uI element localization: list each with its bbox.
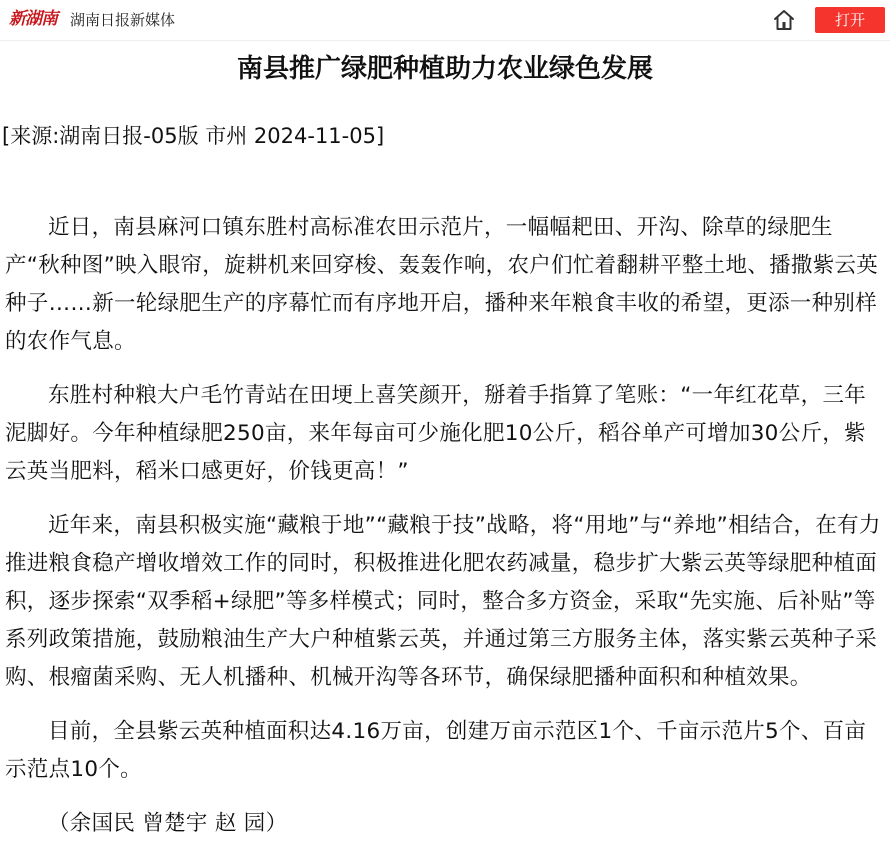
article-paragraph: 近年来，南县积极实施“藏粮于地”“藏粮于技”战略，将“用地”与“养地”相结合，在有力推进粮食稳产增收增效工作的同时，积极推进化肥农药减量，稳步扩大紫云英等绿肥种植面积，逐步探索“双季稻+绿肥”等多样模式；同时，整合多方资金，采取“先实施、后补贴”等系列政策措施，鼓励粮油生产大户种植紫云英，并通过第三方服务主体，落实紫云英种子采购、根瘤菌采购、无人机播种、机械开沟等各环节，确保绿肥播种面积和种植效果。 [5,513,881,690]
article-paragraph: 近日，南县麻河口镇东胜村高标准农田示范片，一幅幅耙田、开沟、除草的绿肥生产“秋种图”映入眼帘，旋耕机来回穿梭、轰轰作响，农户们忙着翻耕平整土地、播撒紫云英种子……新一轮绿肥生产的序幕忙而有序地开启，播种来年粮食丰收的希望，更添一种别样的农作气息。 [5,215,879,354]
home-button[interactable] [772,9,796,31]
home-icon [772,9,796,31]
brand-name: 湖南日报新媒体 [70,11,176,29]
logo[interactable]: 新湖南 [9,9,57,29]
article-title: 南县推广绿肥种植助力农业绿色发展 [236,54,653,84]
article-source: [来源:湖南日报-05版 市州 2024-11-05] [2,124,385,148]
article-byline: （余国民 曾楚宇 赵 园） [48,811,288,836]
open-app-button[interactable]: 打开 [815,7,885,33]
article-paragraph: 东胜村种粮大户毛竹青站在田埂上喜笑颜开，掰着手指算了笔账：“一年红花草，三年泥脚好。今年种植绿肥250亩，来年每亩可少施化肥10公斤，稻谷单产可增加30公斤，紫云英当肥料，稻米口感更好，价钱更高！” [5,383,867,484]
article-body [5,209,885,859]
top-bar [0,0,890,41]
article-paragraph: 目前，全县紫云英种植面积达4.16万亩，创建万亩示范区1个、千亩示范片5个、百亩示范点10个。 [5,719,867,782]
